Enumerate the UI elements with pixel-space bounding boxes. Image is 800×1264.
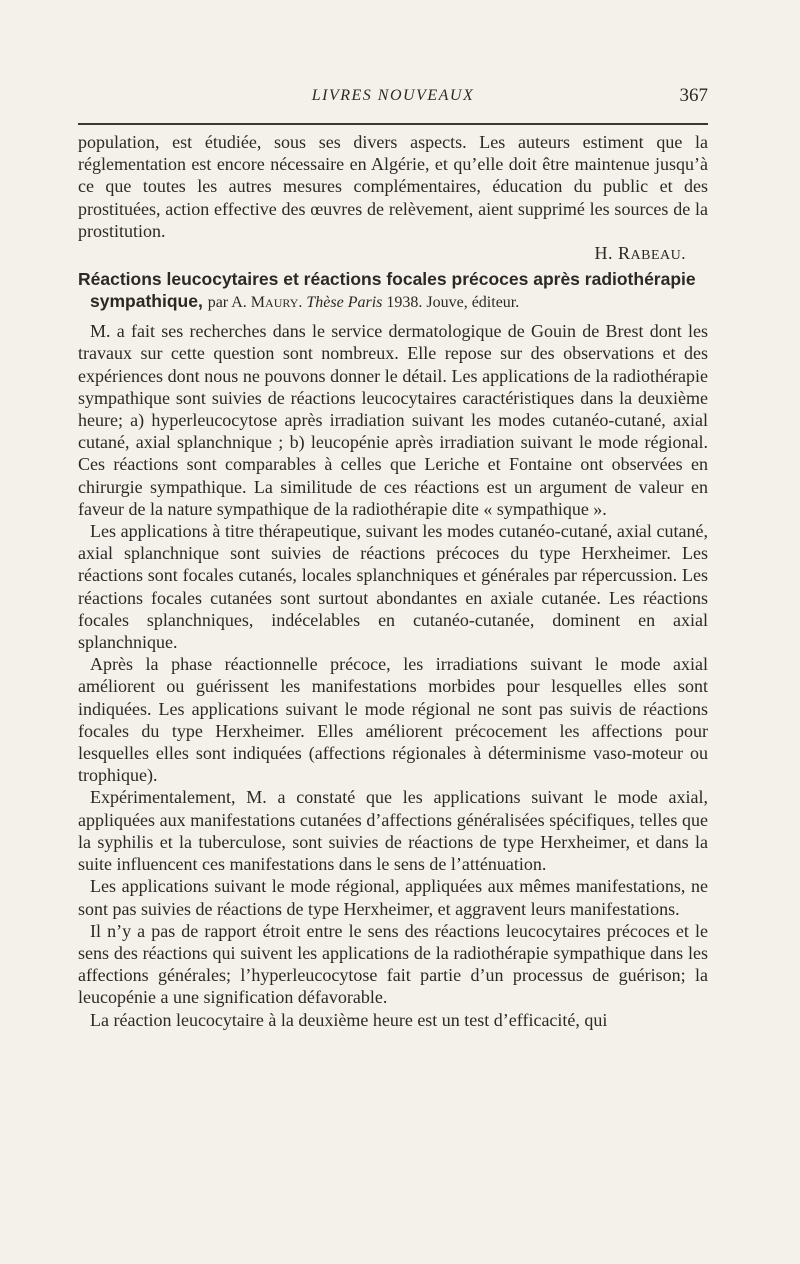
signature [78, 242, 708, 267]
running-head-title: LIVRES NOUVEAUX [311, 87, 475, 104]
citation-par: par A. [207, 293, 247, 311]
review-title-line2: sympathique, [90, 290, 203, 311]
review-paragraph-6: Il n’y a pas de rapport étroit entre le sens des réactions leucocytaires précoces et le sens des réactions qui suivent les applications de la radiothérapie sympathique dans les affections générales; l’hyperleucocytose fait partie d’un processus de guérison; la leucopénie a une signification défavorable. [78, 920, 708, 1008]
previous-review-text: population, est étudiée, sous ses divers aspects. Les auteurs estiment que la réglementation est encore nécessaire en Algérie, et qu’elle doit être maintenue jusqu’à ce que toutes les autres mesures complémentaires, éducation du public et des prostituées, action effective des œuvres de relèvement, aient supprimé les sources de la prostitution. [78, 132, 708, 241]
year-publisher: 1938. Jouve, éditeur. [386, 293, 520, 311]
page-body [78, 131, 708, 1031]
review-paragraph-7: La réaction leucocytaire à la deuxième heure est un test d’efficacité, qui [90, 1009, 608, 1030]
thesis-label: Thèse Paris [306, 293, 383, 311]
review-title-line1: Réactions leucocytaires et réactions focales précoces après radiothérapie [78, 269, 696, 290]
review-heading [78, 269, 708, 314]
review-paragraph-5: Les applications suivant le mode régional, appliquées aux mêmes manifestations, ne sont pas suivies de réactions de type Herxheimer, et aggravent leurs manifestations. [78, 876, 708, 919]
review-citation [208, 294, 520, 311]
author-initial: M [250, 293, 266, 311]
running-head [78, 85, 708, 115]
signature-initial: H. R [594, 243, 631, 264]
page-number: 367 [679, 85, 708, 106]
author-rest: AURY [265, 295, 299, 310]
review-paragraph-1: M. a fait ses recherches dans le service dermatologique de Gouin de Brest dont les travaux sur cette question sont nombreux. Elle repose sur des observations et des expériences dont nous ne pouvons donner le détail. Les applications de la radiothérapie sympathique sont suivies de réactions leucocytaires caractéristiques dans la deuxième heure; a) hyperleucocytose après irradiation suivant les modes cutanéo-cutané, axial cutané, axial splanchnique ; b) leucopénie après irradiation suivant le mode régional. Ces réactions sont comparables à celles que Leriche et Fontaine ont observées en chirurgie sympathique. La similitude de ces réactions est un argument de valeur en faveur de la nature sympathique de la radiothérapie dite « sympathique ». [78, 321, 708, 519]
review-paragraph-4: Expérimentalement, M. a constaté que les applications suivant le mode axial, appliquées aux manifestations cutanées d’affections généralisées spécifiques, telles que la syphilis et la tuberculose, sont suivies de réactions de type Herxheimer, et dans la suite influencent ces manifestations dans le sens de l’atténuation. [78, 787, 708, 875]
signature-rest: ABEAU [630, 248, 682, 264]
author-dot: . [298, 293, 303, 311]
header-rule [78, 123, 708, 125]
review-title-line2-wrap [78, 291, 708, 315]
review-paragraph-2: Les applications à titre thérapeutique, suivant les modes cutanéo-cutané, axial cutané, axial splanchnique sont suivies de réactions précoces du type Herxheimer. Les réactions sont focales cutanés, locales splanchniques et générales par répercussion. Les réactions focales cutanées sont surtout abondantes en axiale cutanée. Les réactions focales splanchniques, indécelables en cutanéo-cutanée, dominent en axial splanchnique. [78, 521, 708, 653]
signature-end: . [681, 244, 686, 264]
review-body [78, 320, 708, 1031]
review-paragraph-3: Après la phase réactionnelle précoce, les irradiations suivant le mode axial améliorent ou guérissent les manifestations morbides pour lesquelles elles sont indiquées. Les applications suivant le mode régional ne sont pas suivis de réactions focales du type Herxheimer. Elles améliorent précocement les affections pour lesquelles elles sont indiquées (affections régionales à déterminisme vaso-moteur ou trophique). [78, 654, 708, 786]
